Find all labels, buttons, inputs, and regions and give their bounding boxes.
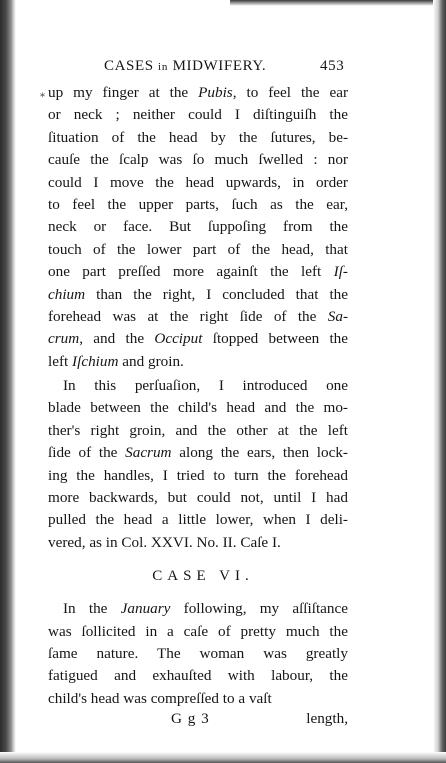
page-number: 453: [320, 58, 345, 74]
text-line: [48, 509, 348, 531]
text-line: [48, 172, 348, 194]
text-run: more backwards, but could not, until I had: [48, 489, 348, 507]
running-title-tail: MIDWIFERY.: [172, 58, 267, 74]
text-line: [48, 665, 348, 687]
text-run: one part preſſed more againſt the left: [48, 263, 334, 281]
text-run: than the right, I concluded that the: [85, 285, 348, 303]
italic-run: Pubis: [198, 84, 233, 101]
text-run: ſame nature. The woman was greatly: [48, 644, 348, 662]
text-run: vered, as in Col. XXVI. No. II. Caſe I.: [48, 533, 281, 551]
italic-run: Iſchium: [72, 352, 119, 370]
gathering-signature: G g 3: [171, 710, 210, 728]
text-line: [48, 284, 348, 306]
text-run: forehead was at the right ſide of the: [48, 307, 328, 325]
text-line: [48, 306, 348, 328]
text-run: fatigued and exhauſted with labour, the: [48, 667, 348, 685]
italic-run: Iſ-: [333, 263, 348, 281]
text-line: [48, 194, 348, 216]
text-line: [48, 420, 348, 442]
case-heading: CASE VI.: [152, 568, 254, 585]
running-title-lead: CASES: [104, 58, 154, 74]
text-run: In this perſuaſion, I introduced one: [63, 377, 348, 395]
text-run: or neck ; neither could I diſtinguiſh the: [48, 106, 348, 124]
text-line: [48, 532, 348, 554]
paragraph-1: [48, 82, 348, 373]
text-line: [48, 621, 348, 643]
text-line: [48, 149, 348, 171]
page-gutter-shadow: [0, 0, 16, 763]
paragraph-2: [48, 375, 348, 554]
text-line: [48, 104, 348, 126]
text-line: [48, 127, 348, 149]
text-line: [48, 239, 348, 261]
text-run: , to feel the ear: [232, 84, 348, 101]
text-run: ſide of the: [48, 444, 126, 462]
text-run: , and the: [79, 330, 155, 348]
text-run: and groin.: [118, 352, 184, 370]
text-run: along the ears, then lock-: [171, 444, 348, 462]
catchword: length,: [306, 710, 348, 728]
text-run: ther's right groin, and the other at the left: [48, 421, 348, 439]
text-run: ſtopped between the: [202, 330, 348, 348]
text-line: [48, 465, 348, 487]
text-run: child's head was compreſſed to a vaſt: [48, 689, 272, 707]
text-run: ſituation of the head by the ſutures, be-: [48, 128, 348, 146]
scan-edge-bottom: [0, 752, 446, 763]
paragraph-3: [48, 598, 348, 710]
text-run: up my finger at the: [48, 84, 199, 101]
signature-line: [48, 710, 348, 732]
text-run: pulled the head a little lower, when I deli-: [48, 511, 348, 529]
scan-edge-right: [433, 0, 446, 763]
text-run: following, my aſſiſtance: [170, 600, 348, 618]
text-run: touch of the lower part of the head, that: [48, 240, 348, 258]
text-line: [48, 643, 348, 665]
text-run: blade between the child's head and the mo-: [48, 399, 348, 417]
text-run: to feel the upper parts, ſuch as the ear,: [48, 195, 348, 213]
text-line: [48, 487, 348, 509]
text-run: was ſollicited in a caſe of pretty much the: [48, 622, 348, 640]
text-run: left: [48, 352, 73, 370]
running-head: [48, 56, 348, 80]
text-line: [48, 351, 348, 373]
text-line: [48, 328, 348, 350]
italic-run: chium: [48, 285, 86, 303]
text-line: [48, 688, 348, 710]
scan-edge-top: [230, 0, 446, 6]
text-line: [48, 82, 348, 104]
text-run: ing the handles, I tried to turn the forehead: [48, 466, 348, 484]
text-run: In the: [63, 600, 121, 618]
italic-run: Sa-: [327, 307, 348, 325]
italic-run: January: [120, 600, 171, 618]
margin-mark: *: [40, 92, 45, 103]
book-page: [48, 56, 348, 733]
text-line: [48, 375, 348, 397]
italic-run: Occiput: [154, 330, 203, 348]
text-line: [48, 397, 348, 419]
text-line: [48, 261, 348, 283]
text-line: [48, 216, 348, 238]
text-line: [48, 442, 348, 464]
running-title-mid: in: [158, 61, 169, 73]
running-title: [104, 58, 266, 75]
text-line: [48, 598, 348, 620]
text-run: could I move the head upwards, in order: [48, 173, 348, 191]
text-run: neck or face. But ſuppoſing from the: [48, 218, 348, 236]
italic-run: Sacrum: [125, 444, 172, 462]
italic-run: crum: [48, 330, 80, 348]
text-run: cauſe the ſcalp was ſo much ſwelled : nor: [48, 151, 348, 169]
